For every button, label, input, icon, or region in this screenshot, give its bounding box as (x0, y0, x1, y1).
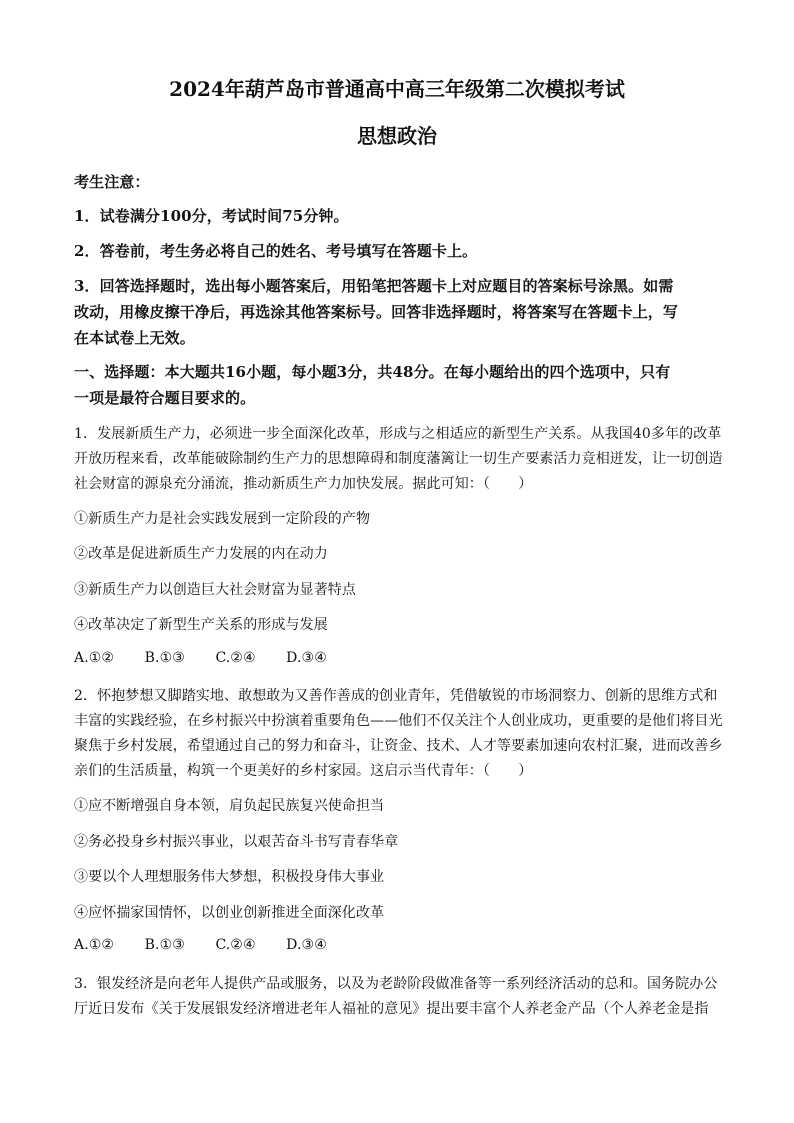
q2-statement-3: ③要以个人理想服务伟大梦想，积极投身伟大事业 (74, 869, 385, 885)
q1-stem-line-1: 1．发展新质生产力，必须进一步全面深化改革，形成与之相适应的新型生产关系。从我国40多年的改革 (74, 426, 722, 442)
q2-option-b: B.①③ (144, 937, 185, 953)
q1-option-b: B.①③ (144, 650, 185, 666)
q1-statement-3: ③新质生产力以创造巨大社会财富为显著特点 (74, 582, 356, 598)
q1-stem-line-3: 社会财富的源泉充分涌流，推动新质生产力加快发展。据此可知：（ ） (74, 476, 533, 492)
q1-statement-4: ④改革决定了新型生产关系的形成与发展 (74, 617, 328, 633)
q1-options (74, 650, 724, 666)
exam-title: 2024年葫芦岛市普通高中高三年级第二次模拟考试 (169, 77, 625, 101)
q1-statement-2: ②改革是促进新质生产力发展的内在动力 (74, 546, 328, 562)
q2-statement-4: ④应怀揣家国情怀，以创业创新推进全面深化改革 (74, 905, 385, 921)
q1-stem-line-2: 开放历程来看，改革能破除制约生产力的思想障碍和制度藩篱让一切生产要素活力竞相迸发，让一切创造 (74, 451, 723, 467)
q2-option-d: D.③④ (286, 937, 327, 953)
q1-statement-1: ①新质生产力是社会实践发展到一定阶段的产物 (74, 511, 371, 527)
q2-statement-2: ②务必投身乡村振兴事业，以艰苦奋斗书写青春华章 (74, 834, 399, 850)
q1-option-c: C.②④ (215, 650, 256, 666)
section-heading-line-1: 一、选择题：本大题共16小题，每小题3分，共48分。在每小题给出的四个选项中，只有 (74, 363, 671, 381)
q1-option-a: A.①② (74, 650, 115, 666)
subject-title: 思想政治 (357, 124, 437, 148)
notice-item-2: 2．答卷前，考生务必将自己的姓名、考号填写在答题卡上。 (74, 242, 478, 260)
q2-statement-1: ①应不断增强自身本领，肩负起民族复兴使命担当 (74, 798, 385, 814)
notice-item-3-line-3: 在本试卷上无效。 (74, 329, 195, 347)
notice-item-1: 1．试卷满分100分，考试时间75分钟。 (74, 207, 349, 225)
q3-stem-line-1: 3．银发经济是向老年人提供产品或服务，以及为老龄阶段做准备等一系列经济活动的总和。国务院办公 (74, 976, 718, 992)
section-heading-line-2: 一项是最符合题目要求的。 (74, 389, 256, 407)
q2-options (74, 937, 724, 953)
q1-option-d: D.③④ (286, 650, 327, 666)
q2-stem-line-3: 聚焦于乡村发展，希望通过自己的努力和奋斗，让资金、技术、人才等要素加速向农村汇聚，进而改善乡 (74, 738, 723, 754)
notice-heading: 考生注意： (74, 173, 150, 191)
q2-option-c: C.②④ (215, 937, 256, 953)
notice-item-3-line-1: 3．回答选择题时，选出每小题答案后，用铅笔把答题卡上对应题目的答案标号涂黑。如需 (74, 277, 674, 295)
q3-stem-line-2: 厅近日发布《关于发展银发经济增进老年人福祉的意见》提出要丰富个人养老金产品（个人养老金是指 (74, 1001, 709, 1017)
notice-item-3-line-2: 改动，用橡皮擦干净后，再选涂其他答案标号。回答非选择题时，将答案写在答题卡上，写 (74, 303, 679, 321)
q2-stem-line-2: 丰富的实践经验，在乡村振兴中扮演着重要角色——他们不仅关注个人创业成功，更重要的是他们将目光 (74, 713, 723, 729)
q2-stem-line-1: 2．怀抱梦想又脚踏实地、敢想敢为又善作善成的创业青年，凭借敏锐的市场洞察力、创新的思维方式和 (74, 688, 718, 704)
q2-option-a: A.①② (74, 937, 115, 953)
q2-stem-line-4: 亲们的生活质量，构筑一个更美好的乡村家园。这启示当代青年：（ ） (74, 763, 533, 779)
